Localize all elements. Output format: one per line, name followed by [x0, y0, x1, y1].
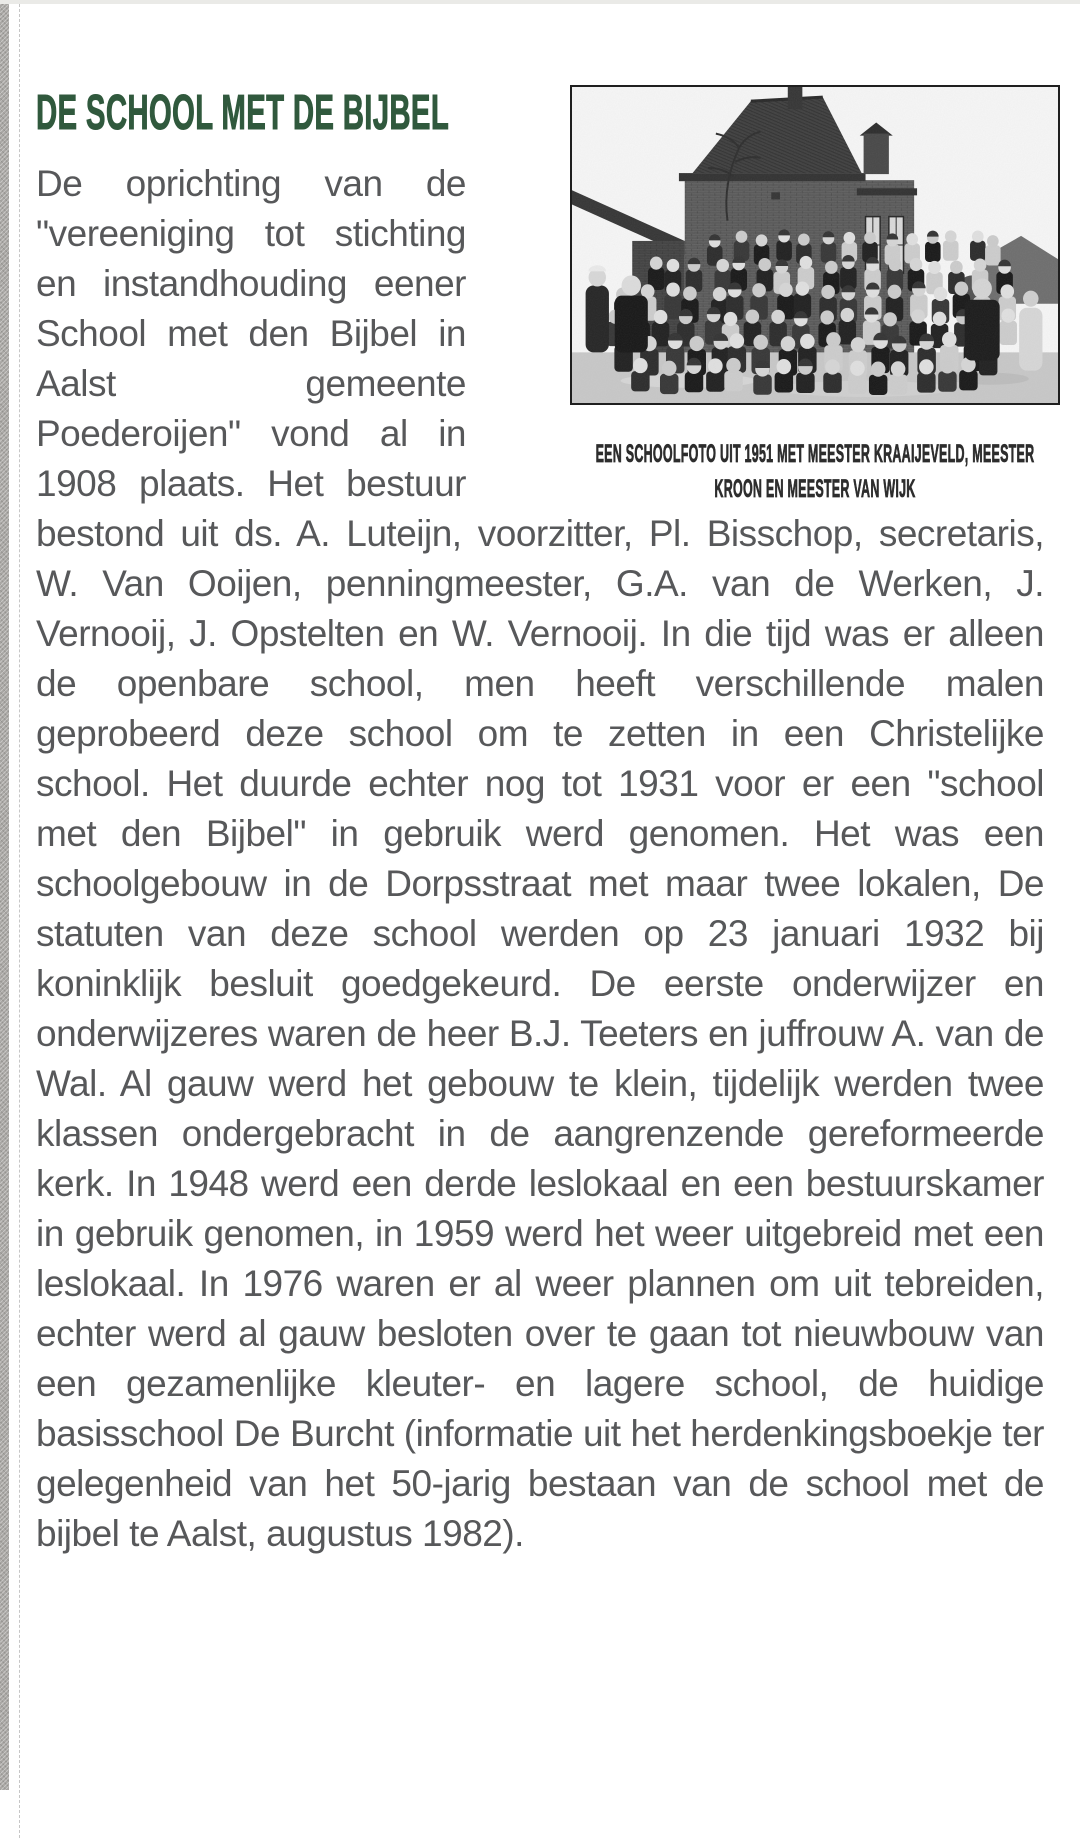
top-border-band	[0, 0, 1080, 4]
photo-caption	[500, 437, 1060, 507]
article-body-text: De oprichting van de "vereeniging tot stichting en instandhouding eener School met den Bijbel in Aalst gemeente Poederoijen" vond al in 1908 plaats. Het bestuur bestond uit ds. A. Luteijn, voorzitter, Pl. Bisschop, secretaris, W. Van Ooijen, penningmeester, G.A. van de Werken, J. Vernooij, J. Opstelten en W. Vernooij. In die tijd was er alleen de openbare school, men heeft verschillende malen geprobeerd deze school om te zetten in een Christelijke school. Het duurde echter nog tot 1931 voor er een "school met den Bijbel" in gebruik werd genomen. Het was een schoolgebouw in de Dorpsstraat met maar twee lokalen, De statuten van deze school werden op 23 januari 1932 bij koninklijk besluit goedgekeurd. De eerste onderwijzer en onderwijzeres waren de heer B.J. Teeters en juffrouw A. van de Wal. Al gauw werd het gebouw te klein, tijdelijk werden twee klassen ondergebracht in de aangrenzende gereformeerde kerk. In 1948 werd een derde leslokaal en een bestuurskamer in gebruik genomen, in 1959 werd het weer uitgebreid met een leslokaal. In 1976 waren er al weer plannen om uit tebreiden, echter werd al gauw besloten over te gaan tot nieuwbouw van een gezamenlijke kleuter- en lagere school, de huidige basisschool De Burcht (informatie uit het herdenkingsboekje ter gelegenheid van het 50-jarig bestaan van de school met de bijbel te Aalst, augustus 1982).	[36, 163, 1044, 1554]
page-title-text: DE SCHOOL MET DE BIJBEL	[36, 86, 450, 140]
dashed-divider	[19, 4, 20, 1838]
school-photo-image	[572, 87, 1058, 403]
school-photo	[570, 85, 1060, 405]
school-photo-figure	[500, 85, 1060, 507]
photo-caption-text: EEN SCHOOLFOTO UIT 1951 MET MEESTER KRAAIJEVELD, MEESTER KROON EN MEESTER VAN WIJK	[595, 440, 1035, 503]
left-edge-strip	[0, 4, 9, 1790]
